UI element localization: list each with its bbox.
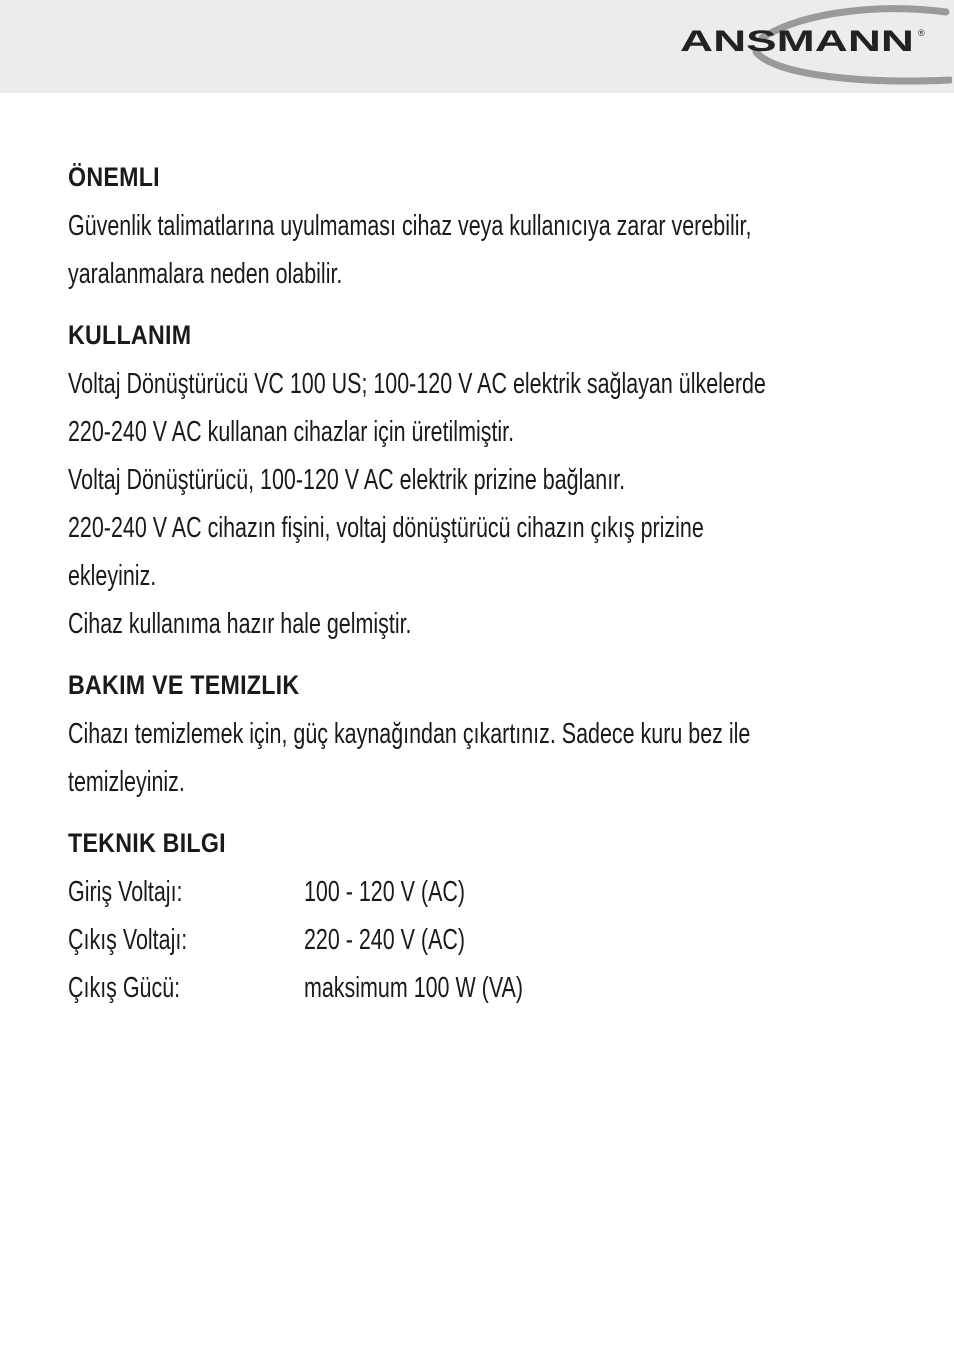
- spec-value: 100 - 120 V (AC): [304, 876, 466, 908]
- paragraph-line: Voltaj Dönüştürücü VC 100 US; 100-120 V AC elektrik sağlayan ülkelerde: [68, 368, 766, 400]
- paragraph-line: Güvenlik talimatlarına uyulmaması cihaz veya kullanıcıya zarar verebilir,: [68, 210, 752, 242]
- logo-registered-mark: ®: [918, 28, 925, 38]
- spec-label: Çıkış Gücü:: [68, 972, 181, 1004]
- section-title: BAKIM VE TEMIZLIK: [68, 670, 300, 700]
- section-bakim-ve-temizlik: [68, 660, 888, 806]
- paragraph-line: ekleyiniz.: [68, 560, 157, 592]
- spec-label: Giriş Voltajı:: [68, 876, 183, 908]
- paragraph-line: temizleyiniz.: [68, 766, 185, 798]
- section-title: ÖNEMLI: [68, 162, 160, 192]
- section-teknik-bilgi: [68, 818, 888, 1012]
- spec-value: 220 - 240 V (AC): [304, 924, 466, 956]
- paragraph-line: Voltaj Dönüştürücü, 100-120 V AC elektrik prizine bağlanır.: [68, 464, 626, 496]
- paragraph-line: Cihazı temizlemek için, güç kaynağından çıkartınız. Sadece kuru bez ile: [68, 718, 751, 750]
- document-body: [68, 152, 888, 1012]
- section-title: TEKNIK BILGI: [68, 828, 226, 858]
- paragraph-line: Cihaz kullanıma hazır hale gelmiştir.: [68, 608, 412, 640]
- paragraph-line: 220-240 V AC kullanan cihazlar için üretilmiştir.: [68, 416, 515, 448]
- paragraph-line: yaralanmalara neden olabilir.: [68, 258, 343, 290]
- spec-value: maksimum 100 W (VA): [304, 972, 524, 1004]
- section-kullanim: [68, 310, 888, 648]
- spec-row: [68, 964, 888, 1012]
- spec-row: [68, 916, 888, 964]
- ansmann-logo: [676, 4, 952, 86]
- spec-row: [68, 868, 888, 916]
- section-onemli: [68, 152, 888, 298]
- section-title: KULLANIM: [68, 320, 192, 350]
- spec-label: Çıkış Voltajı:: [68, 924, 188, 956]
- logo-text: ANSMANN: [680, 25, 914, 58]
- paragraph-line: 220-240 V AC cihazın fişini, voltaj dönüştürücü cihazın çıkış prizine: [68, 512, 704, 544]
